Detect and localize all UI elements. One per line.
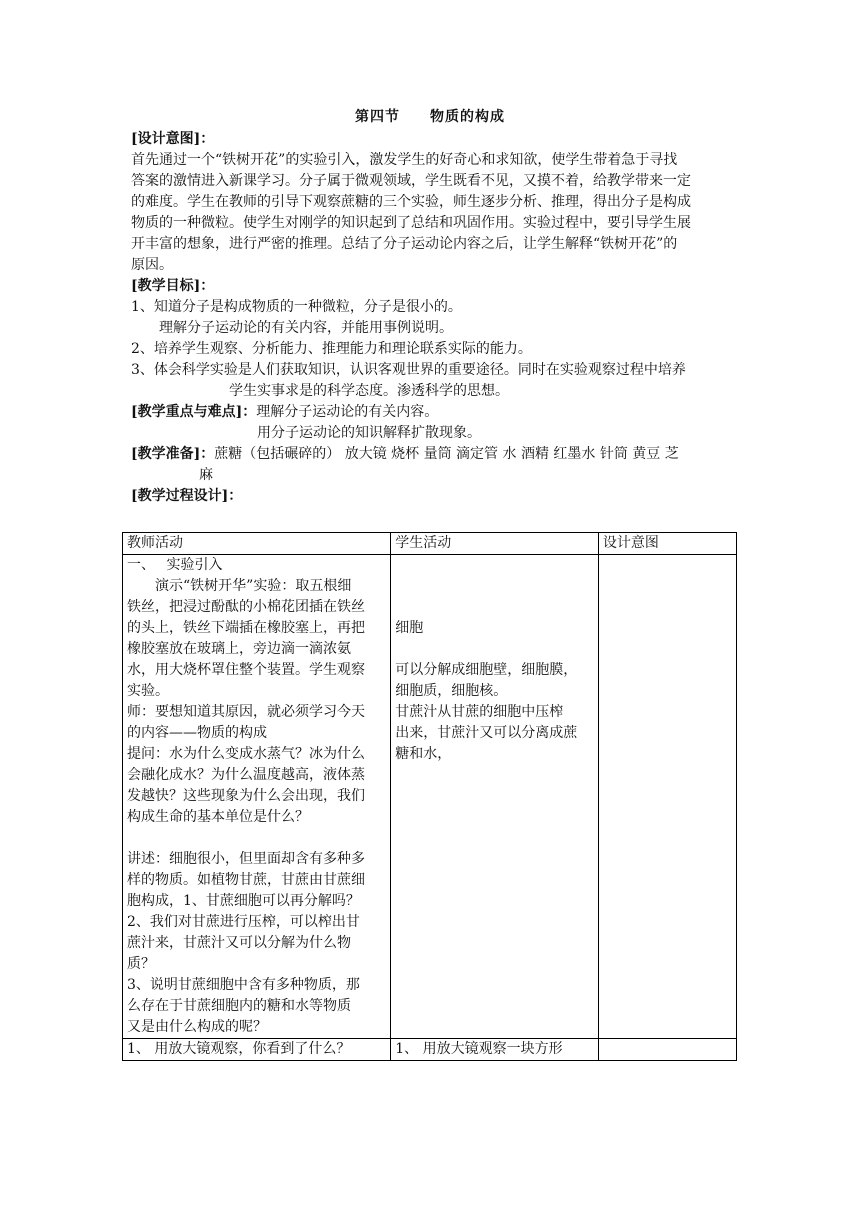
goal-item: 3、体会科学实验是人们获取知识，认识客观世界的重要途径。同时在实验观察过程中培养 <box>131 362 686 378</box>
cell-blank-line <box>395 597 594 618</box>
cell-line: 细胞 <box>395 620 424 636</box>
cell-line: 质？ <box>127 956 155 972</box>
cell-line: 构成生命的基本单位是什么？ <box>127 809 309 825</box>
goal-item: 学生实事求是的科学态度。渗透科学的思想。 <box>229 383 509 399</box>
cell-line: 会融化成水？为什么温度越高，液体蒸 <box>127 767 365 783</box>
cell-line: 2、我们对甘蔗进行压榨，可以榨出甘 <box>127 914 360 930</box>
cell-blank-line <box>127 828 386 849</box>
cell-line: 胞构成，1、甘蔗细胞可以再分解吗？ <box>127 893 360 909</box>
prep-line: 麻 <box>199 467 213 483</box>
cell-line: 蔗汁来，甘蔗汁又可以分解为什么物 <box>127 935 351 951</box>
cell-line: 细胞质，细胞核。 <box>395 683 508 699</box>
design-intent-cell <box>598 555 736 1039</box>
cell-line: 讲述：细胞很小，但里面却含有多种多 <box>127 851 365 867</box>
cell-line: 又是由什么构成的呢？ <box>127 1019 267 1035</box>
student-activity-cell: 1、 用放大镜观察一块方形 <box>391 1039 599 1061</box>
cell-line: 的头上，铁丝下端插在橡胶塞上，再把 <box>127 620 365 636</box>
teacher-activity-cell: 1、 用放大镜观察，你看到了什么？ <box>123 1039 391 1061</box>
design-intent-line: 原因。 <box>131 257 173 273</box>
cell-line: 实验。 <box>127 683 169 699</box>
prep-heading: [教学准备]： <box>131 446 215 462</box>
cell-line: 3、说明甘蔗细胞中含有多种物质，那 <box>127 977 360 993</box>
design-intent-line: 的难度。学生在教师的引导下观察蔗糖的三个实验，师生逐步分析、推理，得出分子是构成 <box>131 194 691 210</box>
design-intent-heading: [设计意图]： <box>131 131 215 147</box>
header-student: 学生活动 <box>391 533 599 555</box>
process-heading: [教学过程设计]： <box>131 488 243 504</box>
cell-line: 糖和水， <box>395 746 452 762</box>
header-teacher: 教师活动 <box>123 533 391 555</box>
cell-line: 出来，甘蔗汁又可以分离成蔗 <box>395 725 578 741</box>
cell-line: 橡胶塞放在玻璃上，旁边滴一滴浓氨 <box>127 641 351 657</box>
keypoints-line: 理解分子运动论的有关内容。 <box>256 404 439 420</box>
keypoints-heading: [教学重点与难点]： <box>131 404 257 420</box>
page-title: 第四节 物质的构成 <box>355 109 505 125</box>
cell-line: 样的物质。如植物甘蔗，甘蔗由甘蔗细 <box>127 872 365 888</box>
prep-line: 蔗糖（包括碾碎的） 放大镜 烧杯 量筒 滴定管 水 酒精 红墨水 针筒 黄豆 芝 <box>214 446 679 462</box>
design-intent-line: 首先通过一个“铁树开花”的实验引入，激发学生的好奇心和求知欲，使学生带着急于寻找 <box>131 152 678 168</box>
goal-item: 1、知道分子是构成物质的一种微粒，分子是很小的。 <box>131 299 462 315</box>
cell-blank-line <box>395 639 594 660</box>
table-row <box>123 1039 737 1061</box>
cell-line: 水，用大烧杯罩住整个装置。学生观察 <box>127 662 365 678</box>
table-row <box>123 555 737 1039</box>
student-activity-cell <box>391 555 599 1039</box>
table-header-row <box>123 533 737 555</box>
goal-item: 2、培养学生观察、分析能力、推理能力和理论联系实际的能力。 <box>131 341 532 357</box>
teacher-activity-cell <box>123 555 391 1039</box>
cell-line: 师：要想知道其原因，就必须学习今天 <box>127 704 365 720</box>
cell-line: 甘蔗汁从甘蔗的细胞中压榨 <box>395 704 564 720</box>
keypoints-line: 用分子运动论的知识解释扩散现象。 <box>257 425 481 441</box>
keypoints-block <box>131 402 733 423</box>
cell-line: 么存在于甘蔗细胞内的糖和水等物质 <box>127 998 351 1014</box>
design-intent-line: 开丰富的想象，进行严密的推理。总结了分子运动论内容之后，让学生解释“铁树开花”的 <box>131 236 678 252</box>
cell-line: 演示“铁树开华”实验：取五根细 <box>127 578 352 594</box>
goal-item: 理解分子运动论的有关内容，并能用事例说明。 <box>159 320 453 336</box>
cell-blank-line <box>395 555 594 576</box>
design-intent-section <box>131 129 733 507</box>
header-intent: 设计意图 <box>598 533 736 555</box>
cell-blank-line <box>395 576 594 597</box>
design-intent-line: 物质的一种微粒。使学生对刚学的知识起到了总结和巩固作用。实验过程中，要引导学生展 <box>131 215 691 231</box>
design-intent-line: 答案的激情进入新课学习。分子属于微观领域，学生既看不见，又摸不着，给教学带来一定 <box>131 173 691 189</box>
design-intent-cell <box>598 1039 736 1061</box>
cell-line: 发越快？这些现象为什么会出现，我们 <box>127 788 365 804</box>
prep-block <box>131 444 733 465</box>
cell-line: 可以分解成细胞壁，细胞膜， <box>395 662 578 678</box>
cell-line: 一、 实验引入 <box>127 557 223 573</box>
cell-line: 提问：水为什么变成水蒸气？冰为什么 <box>127 746 365 762</box>
goals-heading: [教学目标]： <box>131 278 215 294</box>
cell-line: 铁丝，把浸过酚酞的小棉花团插在铁丝 <box>127 599 365 615</box>
process-table <box>122 532 737 1061</box>
cell-line: 的内容——物质的构成 <box>127 725 267 741</box>
